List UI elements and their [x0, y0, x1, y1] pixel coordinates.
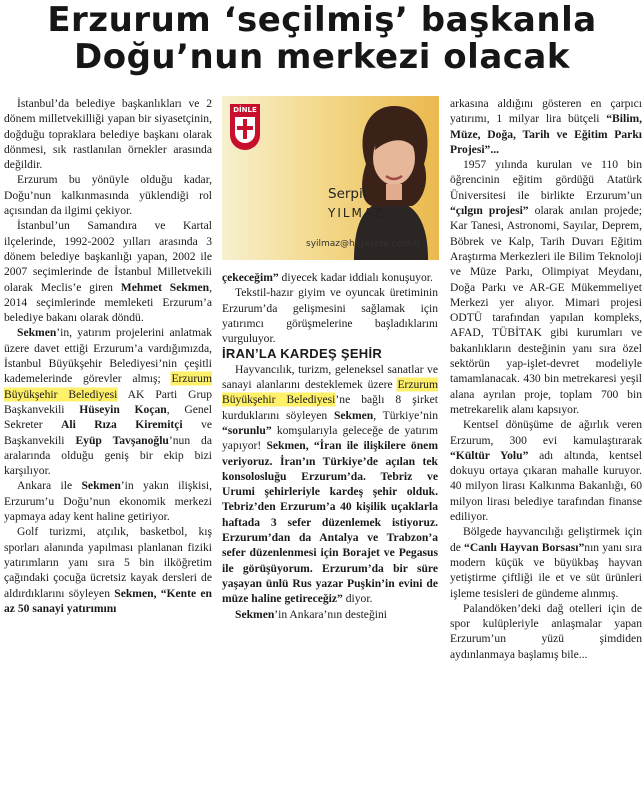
- paragraph: 1957 yılında kurulan ve 110 bin öğrencinin eğitim gördüğü Atatürk Üniversitesi ile birlikte Erzurum’un “çılgın projesi” olarak anılan projede; Kar Tanesi, Astronomi, Sayılar, Deprem, Böbrek ve Kalp, Tarih Duvarı Eğitim Araştırma Merkezleri ile Bilim Teknoloji ve Müze Parkı, Olimpiyat Meydanı, Doğa Parkı ve AR-GE Mükemmeliyet Merkezi yer alıyor. Mimari projesi ODTÜ tarafından yapılan kompleks, AFAD, TÜBİTAK gibi kurumları ve bakanlıkların desteğinin yanı sıra özel sektörün yap-işlet-devret modeliyle tamamlanacak. 430 bin metrekaresi yeşil alana ayrılan proje, toplam 700 bin metrekarelik alanı kapsıyor.: [450, 158, 642, 416]
- headline: [0, 2, 644, 76]
- paragraph: Hayvancılık, turizm, geleneksel sanatlar ve sanayi alanlarını desteklemek üzere Erzurum Büyükşehir Belediyesi’ne bağlı 8 şirket kurduklarını söyleyen Sekmen, Türkiye’nin “sorunlu” komşularıyla geleceğe de yatırım yapıyor! Sekmen, “İran ile ilişkilere önem veriyoruz. İran’ın Türkiye’de açılan tek konsolosluğu Erzurum’da. Tebriz ve Urumi şehirleriyle kardeş şehir olduk. Tebriz’den Erzurum’a 40 kişilik uçaklarla haftada 3 sefer düzenlemek istiyoruz. Erzurum’dan da Antalya ve Trabzon’a sefer düzenlenmesi için Borajet ve Pegasus ile görüşüyorum. Erzurum’da bir süre yaşayan ünlü Rus yazar Puşkin’in evini de müze haline getireceğiz” diyor.: [222, 362, 438, 606]
- paragraph: Ankara ile Sekmen’in yakın ilişkisi, Erzurum’u Doğu’nun ekonomik merkezi yapmaya aday kent haline getiriyor.: [4, 479, 212, 524]
- paragraph: İstanbul’un Samandıra ve Kartal ilçelerinde, 1992-2002 yılları arasında 3 dönem belediye başkanlığı yapan, 2002 ile 2007 seçimlerinde de İstanbul Milletvekili olarak Meclis’e giren Mehmet Sekmen, 2014 seçimlerinde memleketi Erzurum’a belediye bakanı olarak döndü.: [4, 219, 212, 325]
- headline-line-1: Erzurum ‘seçilmiş’ başkanla: [47, 0, 597, 40]
- paragraph: Golf turizmi, atçılık, basketbol, kış sporları alanında yapılması planlanan fiziki yatırımların yanı sıra 5 bin ilköğretim çağındaki çocuğa ücretsiz kayak dersleri de aldırdıklarını söyleyen Sekmen, “Kente en az 50 sanayi yatırımını: [4, 525, 212, 615]
- paragraph: Sekmen’in, yatırım projelerini anlatmak üzere davet ettiği Erzurum’a vardığımızda, İstanbul Büyükşehir Belediyesi’nin çeşitli kademelerinde görevler almış; Erzurum Büyükşehir Belediyesi AK Parti Grup Başkanvekili Hüseyin Koçan, Genel Sekreter Ali Rıza Kiremitçi ve Başkanvekili Eyüp Tavşanoğlu’nun da aralarında olduğu geniş bir ekip bizi karşılıyor.: [4, 326, 213, 478]
- author-first-name: Serpil: [328, 186, 367, 202]
- paragraph: Bölgede hayvancılığı geliştirmek için de “Canlı Hayvan Borsası”nın yanı sıra modern küçük ve büyükbaş hayvan yetiştirme çiftliği ile et ve süt ürünleri işleme tesisleri de gündeme alınmış.: [450, 525, 642, 600]
- dinle-badge: DİNLE: [230, 104, 260, 150]
- author-box: [222, 96, 439, 260]
- paragraph: Kentsel dönüşüme de ağırlık veren Erzurum, 300 evi kamulaştırarak “Kültür Yolu” adı altında, kentsel dokuyu ortaya çıkaran mahalle kuruyor. 40 milyon lirası Kalkınma Bakanlığı, 60 milyon lirası belediye tarafından finanse ediliyor.: [450, 418, 642, 524]
- article-column-3: [450, 96, 642, 662]
- author-portrait: [342, 98, 439, 260]
- cross-shield-icon: [235, 117, 255, 143]
- paragraph: Sekmen’in Ankara’nın desteğini: [235, 607, 387, 621]
- article-column-2: [222, 270, 438, 622]
- article-column-1: [4, 96, 212, 616]
- highlighted-text: Erzurum Büyükşehir Belediyesi: [4, 372, 212, 401]
- author-last-name: YILMAZ: [328, 206, 385, 220]
- paragraph: Palandöken’deki dağ otelleri için de spor kulüpleriyle anlaşmalar yapan Erzurum’un yüzü şimdiden aydınlanmaya başlamış bile...: [450, 601, 642, 661]
- subheading: İRAN’LA KARDEŞ ŞEHİR: [222, 346, 383, 362]
- headline-line-2: Doğu’nun merkezi olacak: [74, 37, 570, 77]
- author-email: syilmaz@htgazete.com.tr: [306, 239, 421, 249]
- highlighted-text: Erzurum Büyükşehir Belediyesi: [222, 378, 438, 407]
- paragraph: Erzurum bu yönüyle olduğu kadar, Doğu’nun kalkınmasında yüklendiği rol açısından da ilgimi çekiyor.: [4, 173, 212, 218]
- paragraph: arkasına aldığını gösteren en çarpıcı yatırımı, 1 milyar lira bütçeli “Bilim, Müze, Doğa, Tarih ve Eğitim Parkı Projesi”...: [450, 97, 642, 156]
- paragraph: İstanbul’da belediye başkanlıkları ve 2 dönem milletvekilliği yapan bir siyasetçinin, doğduğu topraklara belediye başkanı olarak dönmesi, sık rastlanılan örnekler arasında değildir.: [4, 97, 212, 172]
- paragraph: çekeceğim” diyecek kadar iddialı konuşuyor.: [222, 271, 433, 284]
- paragraph: Tekstil-hazır giyim ve oyuncak üretiminin Erzurum’da gelişmesini sağlamak için yatırımcı görüşmelerine başladıklarını vurguluyor.: [222, 286, 438, 346]
